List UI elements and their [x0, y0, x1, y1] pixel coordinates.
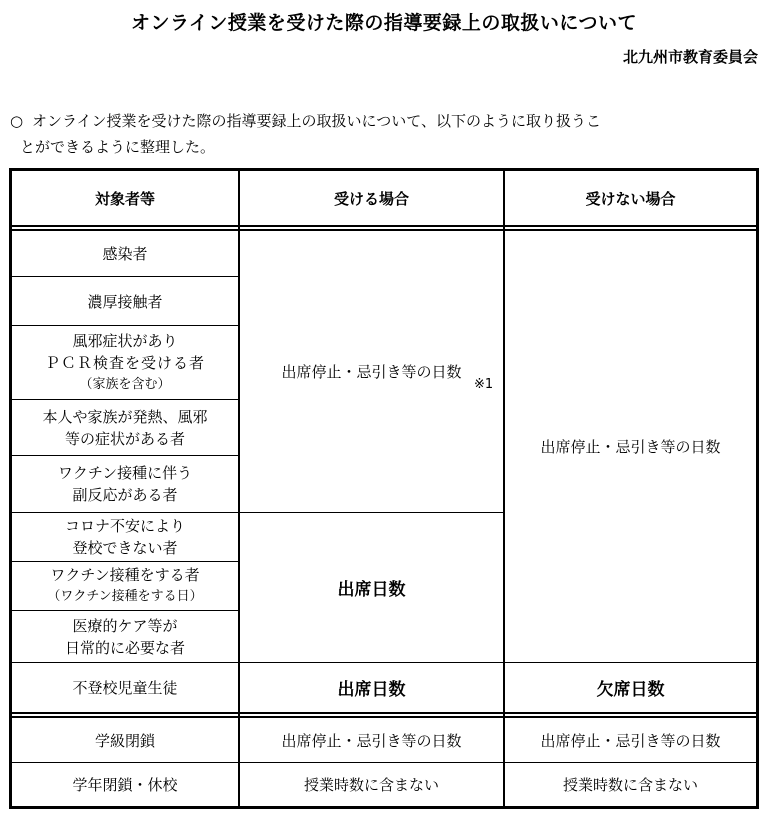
row-pcr: 風邪症状があり ＰＣＲ検査を受ける者 （家族を含む）	[44, 331, 205, 392]
header-receive: 受ける場合	[333, 189, 409, 208]
note-mark: ※1	[474, 377, 494, 392]
handling-table	[9, 168, 759, 809]
row-close-contact: 濃厚接触者	[87, 292, 163, 311]
class-closure-receive: 出席停止・忌引き等の日数	[281, 731, 462, 750]
row-infected: 感染者	[102, 245, 148, 263]
intro-paragraph	[10, 108, 756, 160]
row-vaccine-reaction: ワクチン接種に伴う 副反応がある者	[57, 464, 193, 504]
intro-line-1: オンライン授業を受けた際の指導要録上の取扱いについて、以下のように取り扱うこ	[32, 112, 601, 130]
class-closure-not-receive: 出席停止・忌引き等の日数	[540, 731, 721, 750]
truancy-receive-attendance: 出席日数	[337, 680, 406, 700]
circle-bullet: ○	[10, 112, 24, 130]
grade-closure-receive: 授業時数に含まない	[303, 776, 439, 794]
page-title: オンライン授業を受けた際の指導要録上の取扱いについて	[130, 12, 638, 34]
header-target: 対象者等	[94, 189, 155, 208]
not-receive-suspension-days: 出席停止・忌引き等の日数	[540, 438, 721, 456]
receive-attendance-days: 出席日数	[337, 580, 406, 600]
row-medical-care: 医療的ケア等が 日常的に必要な者	[64, 616, 185, 657]
row-fever: 本人や家族が発熱、風邪 等の症状がある者	[42, 407, 208, 448]
header-not-receive: 受けない場合	[585, 189, 676, 208]
organization-name: 北九州市教育委員会	[622, 48, 758, 66]
row-class-closure: 学級閉鎖	[94, 731, 155, 750]
receive-suspension-days: 出席停止・忌引き等の日数	[281, 363, 462, 381]
row-corona-anxiety: コロナ不安により 登校できない者	[64, 517, 185, 557]
row-grade-closure: 学年閉鎖・休校	[72, 776, 178, 794]
row-vaccination: ワクチン接種をする者 （ワクチン接種をする日）	[47, 566, 203, 604]
truancy-not-receive-absence: 欠席日数	[596, 680, 665, 700]
intro-line-2: とができるように整理した。	[20, 138, 216, 156]
grade-closure-not-receive: 授業時数に含まない	[562, 776, 698, 794]
row-truancy: 不登校児童生徒	[72, 679, 178, 697]
